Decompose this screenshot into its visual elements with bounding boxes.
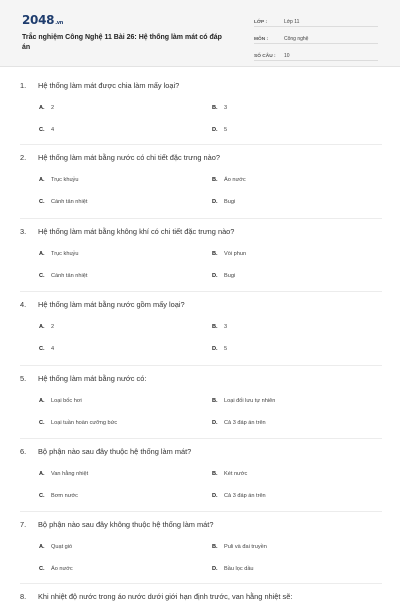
answer-option[interactable] (39, 105, 54, 111)
option-letter: C. (39, 420, 45, 426)
option-text: Loại tuần hoàn cưỡng bức (51, 420, 118, 426)
option-text: 3 (224, 324, 228, 330)
option-letter: D. (212, 127, 218, 133)
option-text: Loại đối lưu tự nhiên (224, 398, 276, 404)
question-number: 5. (20, 374, 27, 383)
answer-option[interactable] (39, 544, 72, 550)
answer-option[interactable] (212, 127, 227, 133)
option-text: Bugi (224, 273, 236, 279)
question-label: Hệ thống làm mát bằng nước có: (38, 374, 147, 383)
option-letter: B. (212, 105, 218, 111)
question-text (20, 227, 382, 237)
answer-option[interactable] (39, 324, 54, 330)
option-letter: B. (212, 544, 218, 550)
question-number: 7. (20, 520, 27, 529)
option-text: Cả 3 đáp án trên (224, 493, 266, 499)
answer-option[interactable] (212, 273, 235, 279)
option-letter: C. (39, 493, 45, 499)
option-text: Bugi (224, 199, 236, 205)
option-text: 2 (51, 324, 55, 330)
option-text: Vòi phun (224, 251, 247, 257)
option-letter: D. (212, 346, 218, 352)
answer-option[interactable] (39, 177, 78, 183)
question-label: Bộ phận nào sau đây thuộc hệ thống làm mát? (38, 447, 192, 456)
question-divider (20, 291, 382, 292)
option-text: 4 (51, 346, 55, 352)
answer-option[interactable] (39, 199, 87, 205)
option-text: 2 (51, 105, 55, 111)
question-text (20, 300, 382, 310)
question-divider (20, 583, 382, 584)
option-letter: A. (39, 177, 45, 183)
option-letter: C. (39, 127, 45, 133)
answer-option[interactable] (39, 420, 117, 426)
question-divider (20, 511, 382, 512)
question-text (20, 520, 382, 530)
answer-option[interactable] (39, 346, 54, 352)
question-label: Hệ thống làm mát bằng nước gồm mấy loại? (38, 300, 185, 309)
option-text: Áo nước (51, 566, 73, 572)
option-letter: C. (39, 273, 45, 279)
question-text (20, 592, 382, 602)
question-label: Bộ phận nào sau đây không thuộc hệ thống làm mát? (38, 520, 214, 529)
option-text: Trục khuỷu (51, 251, 79, 257)
option-letter: A. (39, 544, 45, 550)
question-number: 3. (20, 227, 27, 236)
answer-option[interactable] (212, 324, 227, 330)
answer-option[interactable] (212, 346, 227, 352)
question-label: Hệ thống làm mát được chia làm mấy loại? (38, 81, 180, 90)
meta-value: Công nghệ (284, 36, 309, 42)
option-text: 3 (224, 105, 228, 111)
option-text: Bầu lọc dầu (224, 566, 254, 572)
option-text: Áo nước (224, 177, 246, 183)
meta-key: MÔN : (254, 37, 269, 42)
option-text: Loại bốc hơi (51, 398, 82, 404)
question-number: 6. (20, 447, 27, 456)
option-text: Cánh tản nhiệt (51, 199, 88, 205)
meta-row-class (254, 13, 378, 27)
option-letter: A. (39, 105, 45, 111)
question-label: Khi nhiệt độ nước trong áo nước dưới giới hạn định trước, van hằng nhiệt sẽ: (38, 592, 293, 601)
option-letter: A. (39, 324, 45, 330)
site-logo[interactable] (22, 13, 63, 27)
option-text: Trục khuỷu (51, 177, 79, 183)
answer-option[interactable] (212, 566, 254, 572)
option-text: 5 (224, 127, 228, 133)
answer-option[interactable] (39, 471, 88, 477)
option-letter: A. (39, 471, 45, 477)
option-text: Van hằng nhiệt (51, 471, 89, 477)
option-letter: D. (212, 493, 218, 499)
option-text: 5 (224, 346, 228, 352)
option-letter: D. (212, 566, 218, 572)
option-letter: D. (212, 273, 218, 279)
question-label: Hệ thống làm mát bằng nước có chi tiết đặc trưng nào? (38, 153, 220, 162)
option-letter: B. (212, 177, 218, 183)
answer-option[interactable] (39, 493, 78, 499)
answer-option[interactable] (212, 471, 247, 477)
page-title: Trắc nghiệm Công Nghệ 11 Bài 26: Hệ thống làm mát có đáp án (22, 34, 222, 51)
answer-option[interactable] (39, 566, 73, 572)
option-text: Két nước (224, 471, 248, 477)
option-letter: C. (39, 346, 45, 352)
answer-option[interactable] (39, 273, 87, 279)
option-text: Cả 3 đáp án trên (224, 420, 266, 426)
question-number: 1. (20, 81, 27, 90)
answer-option[interactable] (39, 398, 82, 404)
option-text: Puli và đai truyền (224, 544, 267, 550)
option-letter: B. (212, 471, 218, 477)
answer-option[interactable] (212, 544, 267, 550)
option-text: Bơm nước (51, 493, 78, 499)
question-divider (20, 144, 382, 145)
question-number: 2. (20, 153, 27, 162)
option-text: Cánh tản nhiệt (51, 273, 88, 279)
meta-value: Lớp 11 (284, 19, 300, 25)
meta-row-subject (254, 30, 378, 44)
answer-option[interactable] (39, 127, 54, 133)
option-letter: B. (212, 398, 218, 404)
quiz-header (0, 0, 400, 67)
meta-value: 10 (284, 53, 290, 59)
logo-suffix: .vn (55, 20, 64, 26)
logo-text: 2048 (22, 13, 55, 27)
option-letter: C. (39, 566, 45, 572)
question-text (20, 81, 382, 91)
option-text: Quạt gió (51, 544, 73, 550)
question-text (20, 447, 382, 457)
question-divider (20, 438, 382, 439)
option-letter: A. (39, 398, 45, 404)
question-divider (20, 365, 382, 366)
answer-option[interactable] (212, 398, 275, 404)
meta-row-count (254, 47, 378, 61)
option-letter: B. (212, 324, 218, 330)
answer-option[interactable] (212, 105, 227, 111)
answer-option[interactable] (212, 251, 246, 257)
meta-key: SỐ CÂU : (254, 54, 276, 59)
option-letter: C. (39, 199, 45, 205)
question-divider (20, 218, 382, 219)
option-letter: A. (39, 251, 45, 257)
answer-option[interactable] (212, 199, 235, 205)
answer-option[interactable] (212, 177, 246, 183)
answer-option[interactable] (39, 251, 78, 257)
question-number: 4. (20, 300, 27, 309)
question-label: Hệ thống làm mát bằng không khí có chi tiết đặc trưng nào? (38, 227, 235, 236)
quiz-meta (254, 13, 378, 64)
answer-option[interactable] (212, 420, 266, 426)
question-number: 8. (20, 592, 27, 601)
question-text (20, 153, 382, 163)
option-letter: D. (212, 199, 218, 205)
option-letter: D. (212, 420, 218, 426)
option-text: 4 (51, 127, 55, 133)
question-text (20, 374, 382, 384)
answer-option[interactable] (212, 493, 266, 499)
option-letter: B. (212, 251, 218, 257)
meta-key: LỚP : (254, 20, 268, 25)
